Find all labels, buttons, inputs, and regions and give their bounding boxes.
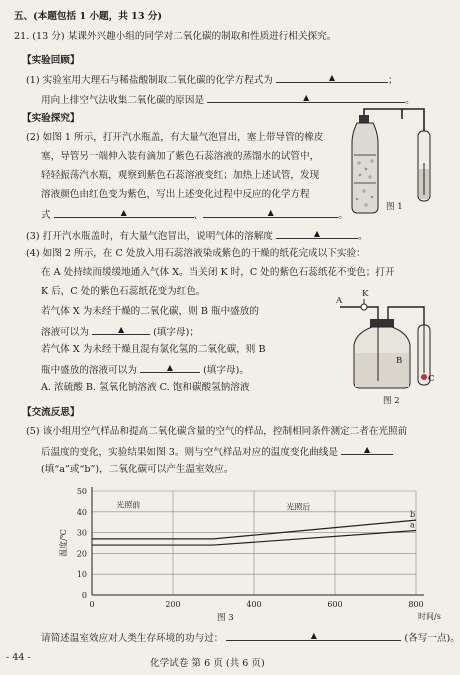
x-tick-label: 800 xyxy=(408,600,424,609)
reflect-title: 【交流反思】 xyxy=(22,407,80,418)
y-tick-label: 0 xyxy=(81,591,87,600)
q4-line7 xyxy=(41,362,249,377)
q5-blank[interactable] xyxy=(341,444,393,455)
q3-line: (3) 打开汽水瓶盖时，有大量气泡冒出，说明气体的溶解度 ▲ 。 xyxy=(26,229,368,242)
q4-line1: (4) 如图 2 所示，在 C 处放入用石蕊溶液染成紫色的干燥的纸花完成以下实验： xyxy=(26,248,366,259)
q6-blank[interactable] xyxy=(226,630,401,641)
q4-blank-2[interactable] xyxy=(140,362,200,373)
review-title: 【实验回顾】 xyxy=(22,55,80,66)
q2-line4: 溶液颜色由红色变为紫色，写出上述变化过程中反应的化学方程 xyxy=(41,189,310,200)
q2-line2: 塞，导管另一端伸入装有滴加了紫色石蕊溶液的蒸馏水的试管中， xyxy=(41,151,320,162)
y-axis-label: 温度/℃ xyxy=(59,529,68,557)
answer-marker: ▲ xyxy=(117,325,125,334)
q3-blank[interactable] xyxy=(276,228,358,239)
q5-line2 xyxy=(41,444,393,459)
figure-2-label-k: K xyxy=(362,289,369,299)
question-header: 21. (13 分) 某课外兴趣小组的同学对二氧化碳的制取和性质进行相关探究。 xyxy=(14,31,337,42)
q1-reason-blank[interactable] xyxy=(207,92,405,103)
figure-2-caption: 图 2 xyxy=(383,396,400,406)
q4-text-a: 溶液可以为 xyxy=(41,327,89,338)
answer-marker: ▲ xyxy=(310,631,317,640)
y-tick-label: 50 xyxy=(76,487,87,496)
figure-1-caption: 图 1 xyxy=(386,202,403,212)
figure-2-label-b: B xyxy=(396,356,403,366)
x-tick-label: 200 xyxy=(165,600,181,609)
q1-line1: (1) 实验室用大理石与稀盐酸制取二氧化碳的化学方程式为 ▲ ； xyxy=(26,73,398,86)
annotation-before-light: 光照前 xyxy=(116,500,141,510)
q4-blank-1[interactable] xyxy=(92,324,150,335)
q2-separator: 、 xyxy=(193,210,204,221)
figure-3-chart xyxy=(56,483,441,623)
q1-answer-blank[interactable] xyxy=(276,72,388,83)
q4-suffix-a: (填字母)； xyxy=(153,327,199,338)
answer-marker: ▲ xyxy=(166,363,174,372)
q6-text: 请简述温室效应对人类生存环境的功与过： xyxy=(41,633,224,644)
explore-title: 【实验探究】 xyxy=(22,113,80,124)
y-tick-label: 30 xyxy=(76,528,87,538)
figure-2-label-c: C xyxy=(428,374,435,384)
q2-line5: 式 ▲ 、 ▲ 。 xyxy=(41,208,348,221)
q6-line xyxy=(41,630,460,645)
series-label-b: b xyxy=(410,510,416,520)
q6-suffix: (各写一点)。 xyxy=(404,633,460,644)
figure-2-label-a: A xyxy=(336,296,343,306)
q1-text: (1) 实验室用大理石与稀盐酸制取二氧化碳的化学方程式为 xyxy=(26,75,273,86)
answer-marker: ▲ xyxy=(120,208,127,217)
q2-blank-1[interactable] xyxy=(54,207,194,218)
answer-marker: ▲ xyxy=(303,93,310,102)
q5-text: 后温度的变化，实验结果如图 3。则与空气样品对应的温度变化曲线是 xyxy=(41,447,338,458)
answer-marker: ▲ xyxy=(313,229,321,238)
q1-reason-text: 用向上排空气法收集二氧化碳的原因是 xyxy=(41,95,205,106)
x-tick-label: 600 xyxy=(327,600,343,609)
y-tick-label: 20 xyxy=(76,549,87,559)
q4-line3: K 后，C 处的紫色石蕊纸花变为红色。 xyxy=(41,286,206,297)
q4-suffix-b: (填字母)。 xyxy=(203,365,249,376)
q4-line5 xyxy=(41,324,199,339)
answer-marker: ▲ xyxy=(363,445,371,454)
answer-marker: ▲ xyxy=(267,208,274,217)
series-label-a: a xyxy=(410,520,415,530)
x-tick-label: 400 xyxy=(246,600,262,609)
q4-options: A. 浓硫酸 B. 氢氧化钠溶液 C. 饱和碳酸氢钠溶液 xyxy=(41,382,250,393)
q2-blank-2[interactable] xyxy=(203,207,338,218)
q2-line3: 轻轻振荡汽水瓶，观察到紫色石蕊溶液变红；加热上述试管，发现 xyxy=(41,170,320,181)
q4-line2: 在 A 处持续而缓缓地通入气体 X。当关闭 K 时，C 处的紫色石蕊纸花不变色；打开 xyxy=(41,267,395,278)
y-tick-label: 40 xyxy=(76,507,87,517)
q2-line1: (2) 如图 1 所示，打开汽水瓶盖，有大量气泡冒出，塞上带导管的橡皮 xyxy=(26,132,324,143)
q4-text-b: 瓶中盛放的溶液可以为 xyxy=(41,365,137,376)
q5-line1: (5) 该小组用空气样品和提高二氧化碳含量的空气的样品，控制相同条件测定二者在光照前 xyxy=(26,426,408,437)
q5-line3: (填“a”或“b”)，二氧化碳可以产生温室效应。 xyxy=(41,464,234,475)
q2-text: 式 xyxy=(41,210,51,221)
q4-line6: 若气体 X 为未经干燥且混有氯化氢的二氧化碳，则 B xyxy=(41,344,266,355)
x-axis-label: 时间/s xyxy=(418,612,441,621)
q4-line4: 若气体 X 为未经干燥的二氧化碳，则 B 瓶中盛放的 xyxy=(41,306,259,317)
figure-2-apparatus xyxy=(334,285,438,393)
figure-3-caption: 图 3 xyxy=(217,613,234,623)
footer-caption: 化学试卷 第 6 页 (共 6 页) xyxy=(150,658,265,669)
section-title: 五、(本题包括 1 小题，共 13 分) xyxy=(14,11,162,22)
q1-line2: 用向上排空气法收集二氧化碳的原因是 ▲ 。 xyxy=(41,93,415,106)
x-tick-label: 0 xyxy=(89,600,95,609)
page-number: - 44 - xyxy=(6,652,31,663)
q3-text: (3) 打开汽水瓶盖时，有大量气泡冒出，说明气体的溶解度 xyxy=(26,231,273,242)
answer-marker: ▲ xyxy=(328,73,336,82)
annotation-after-light: 光照后 xyxy=(286,502,311,512)
y-tick-label: 10 xyxy=(76,570,87,580)
